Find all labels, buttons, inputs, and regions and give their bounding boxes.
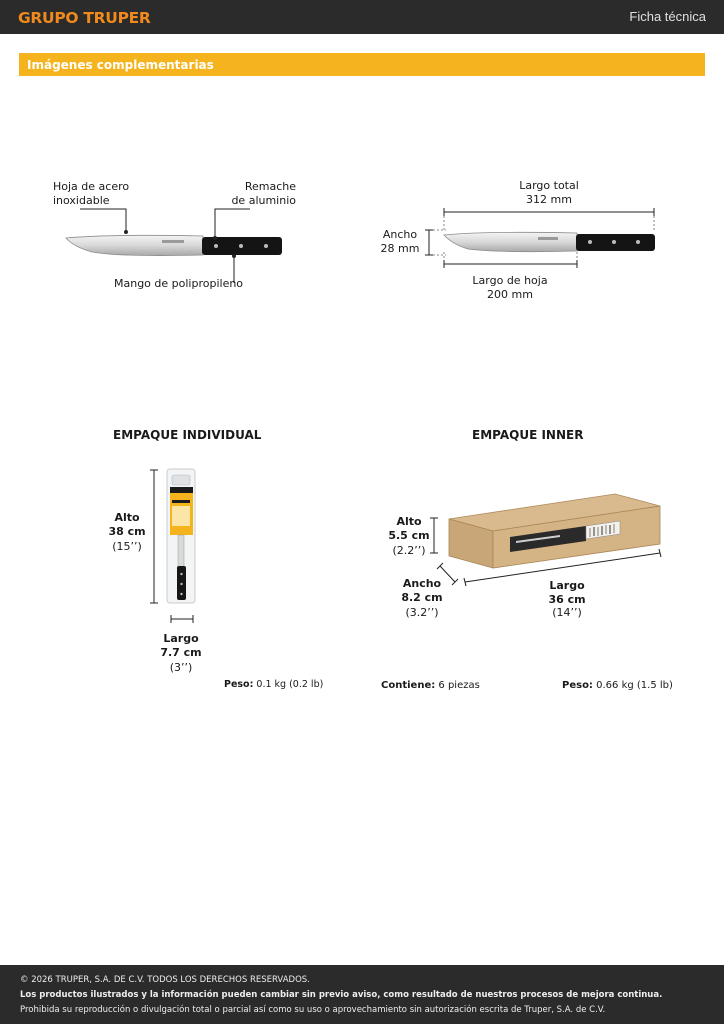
individual-length-inches: (3’’) [169,661,193,674]
individual-height-label: Alto 38 cm [108,511,146,538]
inner-width-label: Ancho 8.2 cm [401,577,443,604]
document-type: Ficha técnica [629,9,706,24]
rivet-part-label: Remache de aluminio [231,180,296,207]
inner-contents: Contiene: 6 piezas [381,680,480,691]
individual-length-label: Largo 7.7 cm [160,632,202,659]
section-title: Imágenes complementarias [27,58,214,72]
footer [0,965,724,1024]
footer-copyright: © 2026 TRUPER, S.A. DE C.V. TODOS LOS DERECHOS RESERVADOS. [20,975,310,985]
width-label: Ancho 28 mm [380,228,420,255]
handle-part-label: Mango de polipropileno [114,277,244,290]
individual-package-title: EMPAQUE INDIVIDUAL [113,428,262,442]
footer-notice: Los productos ilustrados y la información pueden cambiar sin previo aviso, como resultado de nuestros procesos de mejora continua. [20,990,663,1000]
individual-package-image [167,469,195,603]
individual-height-inches: (15’’) [112,540,142,553]
inner-weight: Peso: 0.66 kg (1.5 lb) [562,680,673,691]
inner-length-label: Largo 36 cm [548,579,586,606]
inner-length-inches: (14’’) [552,606,582,619]
individual-weight: Peso: 0.1 kg (0.2 lb) [224,679,324,690]
inner-height-label: Alto 5.5 cm [388,515,430,542]
blade-length-label: Largo de hoja 200 mm [472,274,548,301]
blade-part-label: Hoja de acero inoxidable [53,180,130,207]
footer-prohibition: Prohibida su reproducción o divulgación total o parcial así como su uso o aprovechamiento sin autorización escrita de Truper, S.A. de C.V. [20,1005,606,1015]
inner-width-inches: (3.2’’) [405,606,439,619]
inner-package-title: EMPAQUE INNER [472,428,584,442]
inner-box-image [449,494,660,568]
total-length-label: Largo total 312 mm [519,179,579,206]
brand-logo: GRUPO TRUPER [18,9,151,27]
knife-image-dimensions [444,232,655,251]
inner-height-inches: (2.2’’) [392,544,426,557]
knife-image-parts [66,235,282,255]
